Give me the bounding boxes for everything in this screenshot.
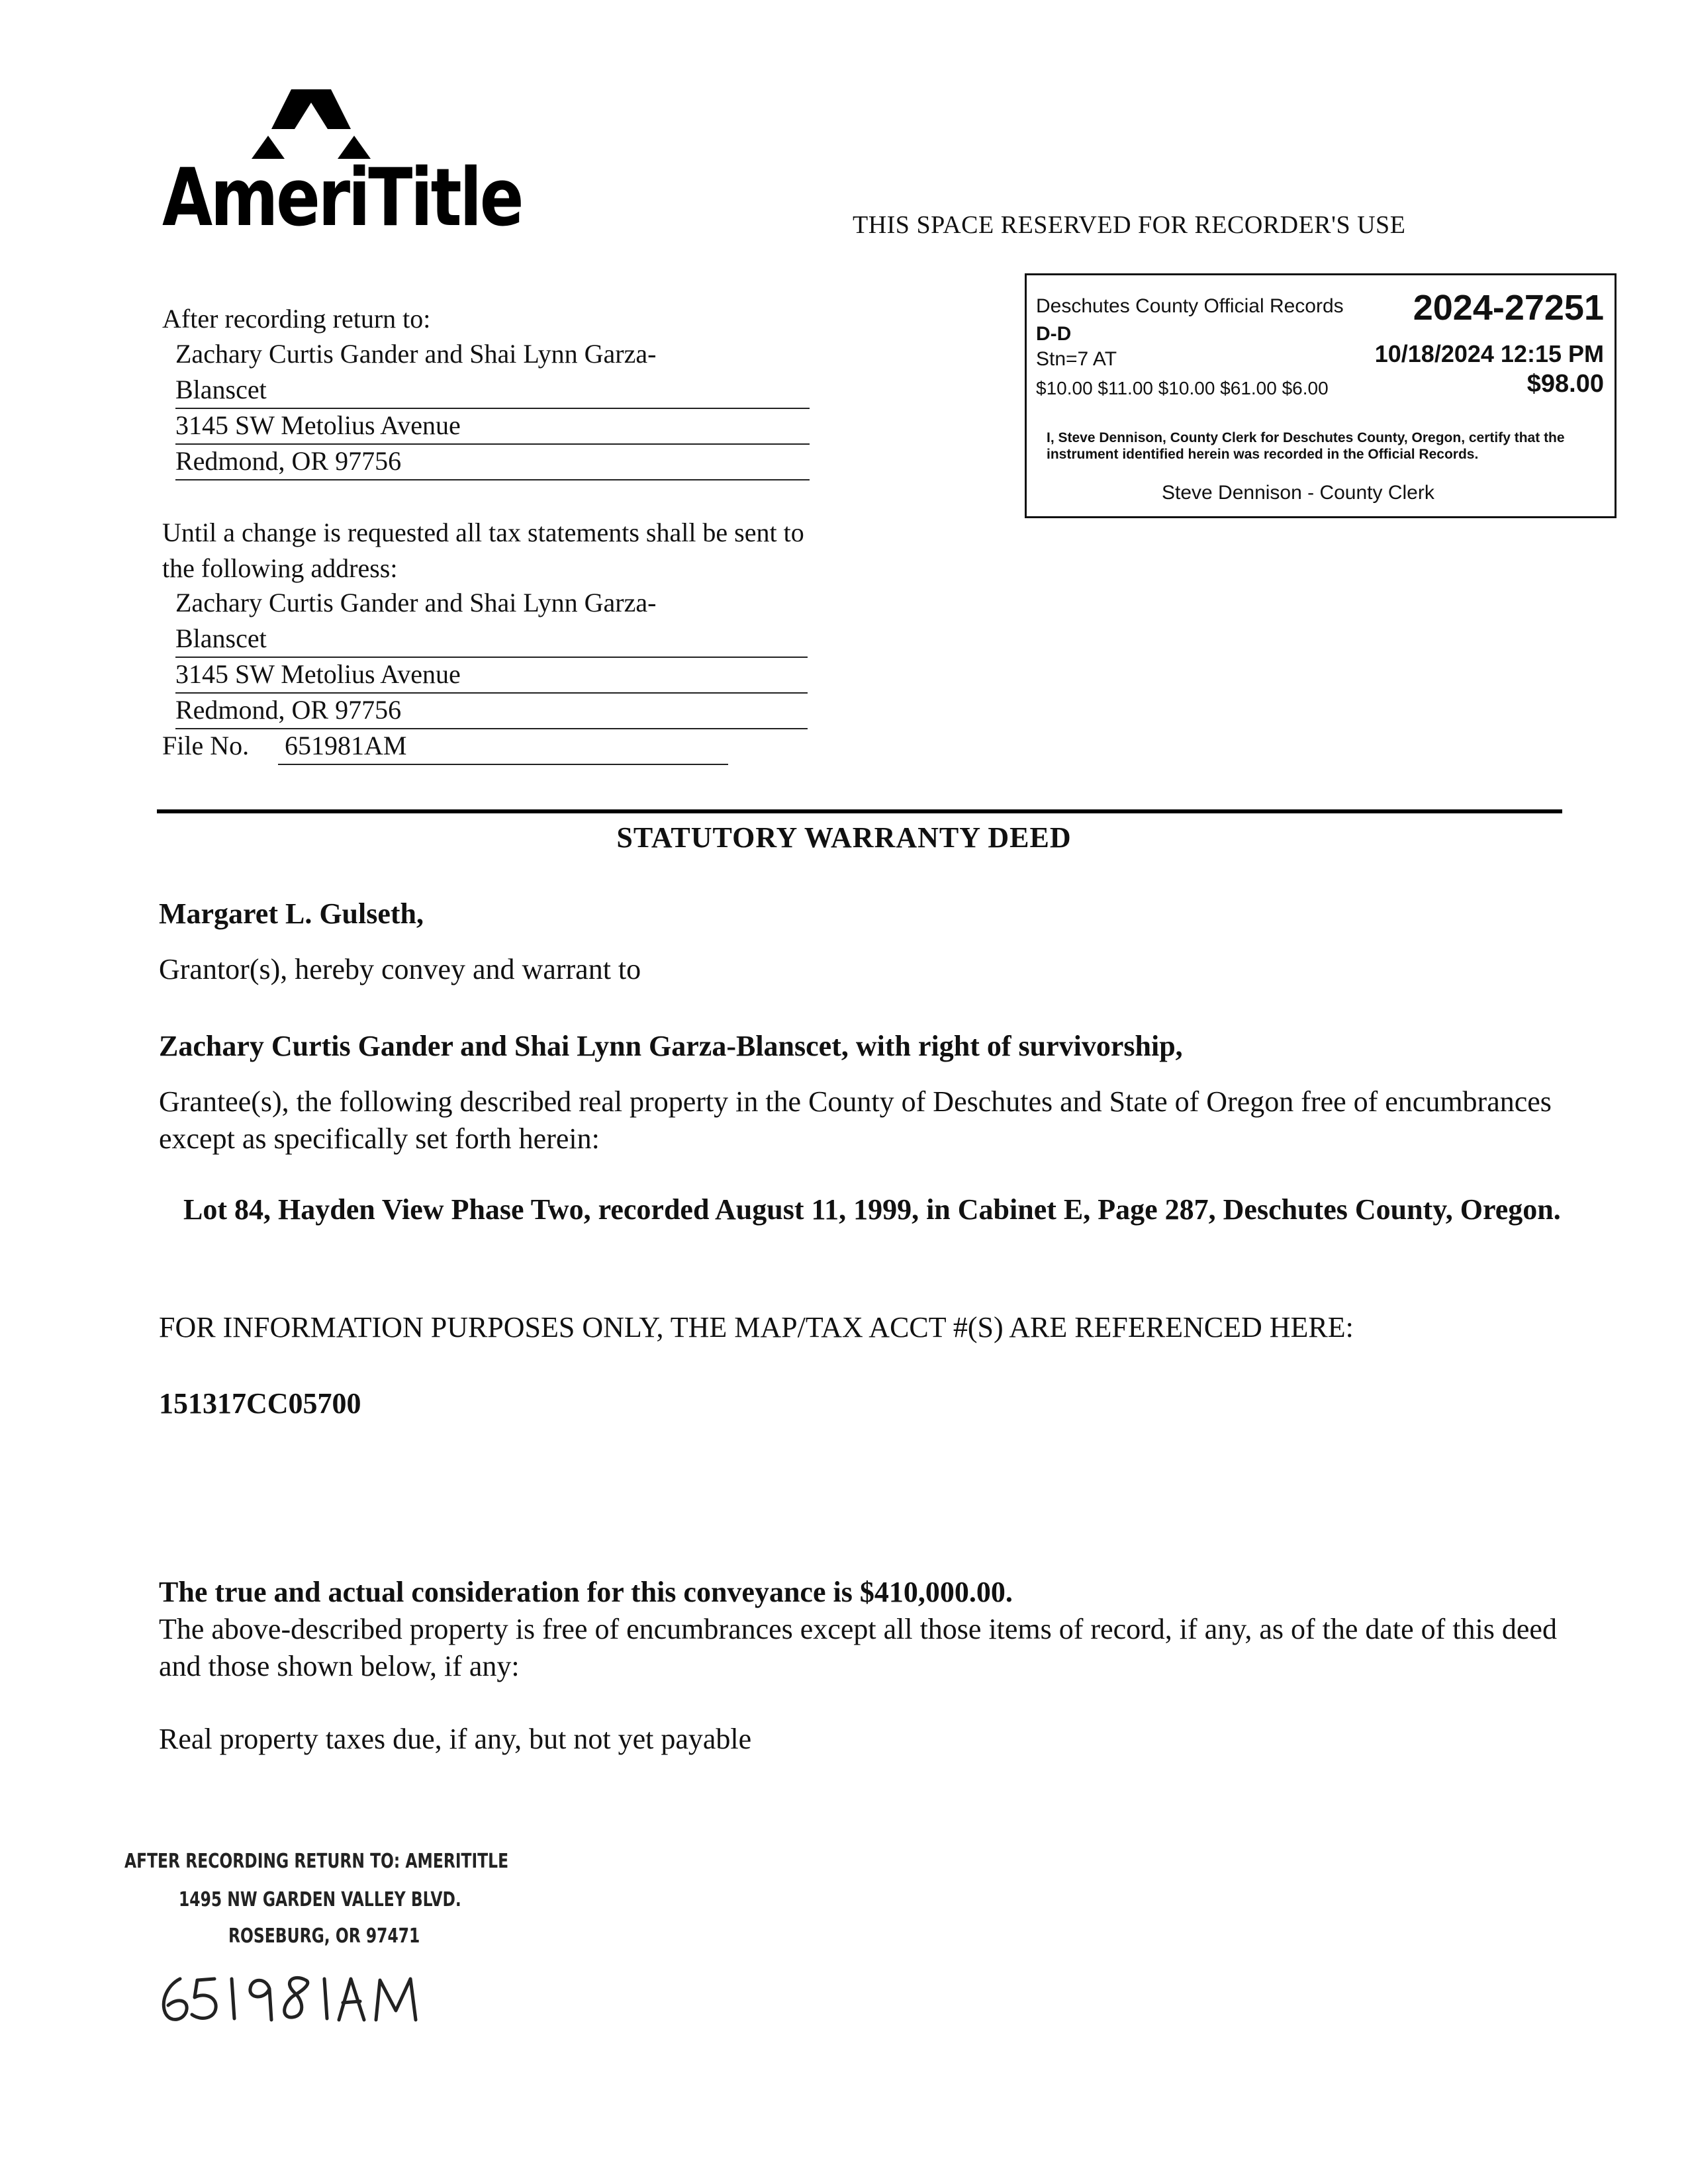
encumbrance-text: The above-described property is free of encumbrances except all those items of record, if any, as of the date of this deed and those shown below, if any: [159,1613,1557,1682]
ameri-title-logo-text: AmeriTitle [162,152,522,244]
deed-title: STATUTORY WARRANTY DEED [616,821,1072,854]
info-purposes-note: FOR INFORMATION PURPOSES ONLY, THE MAP/TAX ACCT #(S) ARE REFERENCED HERE: [159,1311,1354,1343]
grantor-name: Margaret L. Gulseth, [159,897,424,930]
handwritten-file-number [154,1959,471,2025]
return-stamp-line3: ROSEBURG, OR 97471 [228,1925,420,1948]
grantor-phrase: Grantor(s), hereby convey and warrant to [159,953,641,985]
return-to-street: 3145 SW Metolius Avenue [175,408,810,445]
return-to-heading: After recording return to: [162,304,431,334]
tax-statements-heading: Until a change is requested all tax statements shall be sent to the following address: [162,518,804,583]
instrument-number: 2024-27251 [1413,288,1604,328]
tax-name-line2: Blanscet [175,621,808,658]
recorder-stamp-box [1025,273,1617,518]
clerk-certification: I, Steve Dennison, County Clerk for Deschutes County, Oregon, certify that the instrument identified herein was recorded in the Official Records. [1047,430,1565,462]
return-stamp-line1: AFTER RECORDING RETURN TO: AMERITITLE [124,1850,509,1873]
recorder-station: Stn=7 AT [1036,348,1117,370]
consideration-statement: The true and actual consideration for this conveyance is $410,000.00. [159,1576,1013,1608]
file-number-value: 651981AM [278,728,728,765]
recorder-reserved-label: THIS SPACE RESERVED FOR RECORDER'S USE [853,211,1406,239]
return-to-city: Redmond, OR 97756 [175,443,810,480]
grantee-description: Grantee(s), the following described real property in the County of Deschutes and State of Oregon free of encumbrances except as specifically set forth herein: [159,1085,1552,1155]
recording-fees: $10.00 $11.00 $10.00 $61.00 $6.00 [1036,378,1329,398]
exception-item: Real property taxes due, if any, but not yet payable [159,1723,752,1755]
tax-city: Redmond, OR 97756 [175,692,808,729]
return-stamp-line2: 1495 NW GARDEN VALLEY BLVD. [179,1888,461,1911]
tax-name-line1: Zachary Curtis Gander and Shai Lynn Garza- [175,588,657,617]
document-type: D-D [1036,323,1072,345]
section-divider [157,809,1562,813]
tax-street: 3145 SW Metolius Avenue [175,657,808,694]
return-to-name-line2: Blanscet [175,372,810,409]
ameri-title-logo-mark-icon [238,89,384,162]
map-tax-account: 151317CC05700 [159,1387,361,1420]
recorder-office: Deschutes County Official Records [1036,295,1344,317]
clerk-signature: Steve Dennison - County Clerk [1162,482,1434,504]
ameri-title-logo [162,89,522,244]
file-number-label: File No. [162,731,250,760]
return-to-name-line1: Zachary Curtis Gander and Shai Lynn Garza- [175,339,657,369]
grantee-name: Zachary Curtis Gander and Shai Lynn Garza-Blanscet, with right of survivorship, [159,1030,1183,1062]
legal-description: Lot 84, Hayden View Phase Two, recorded August 11, 1999, in Cabinet E, Page 287, Deschutes County, Oregon. [183,1193,1561,1226]
recorded-datetime: 10/18/2024 12:15 PM [1374,340,1604,367]
recording-total: $98.00 [1526,370,1604,398]
